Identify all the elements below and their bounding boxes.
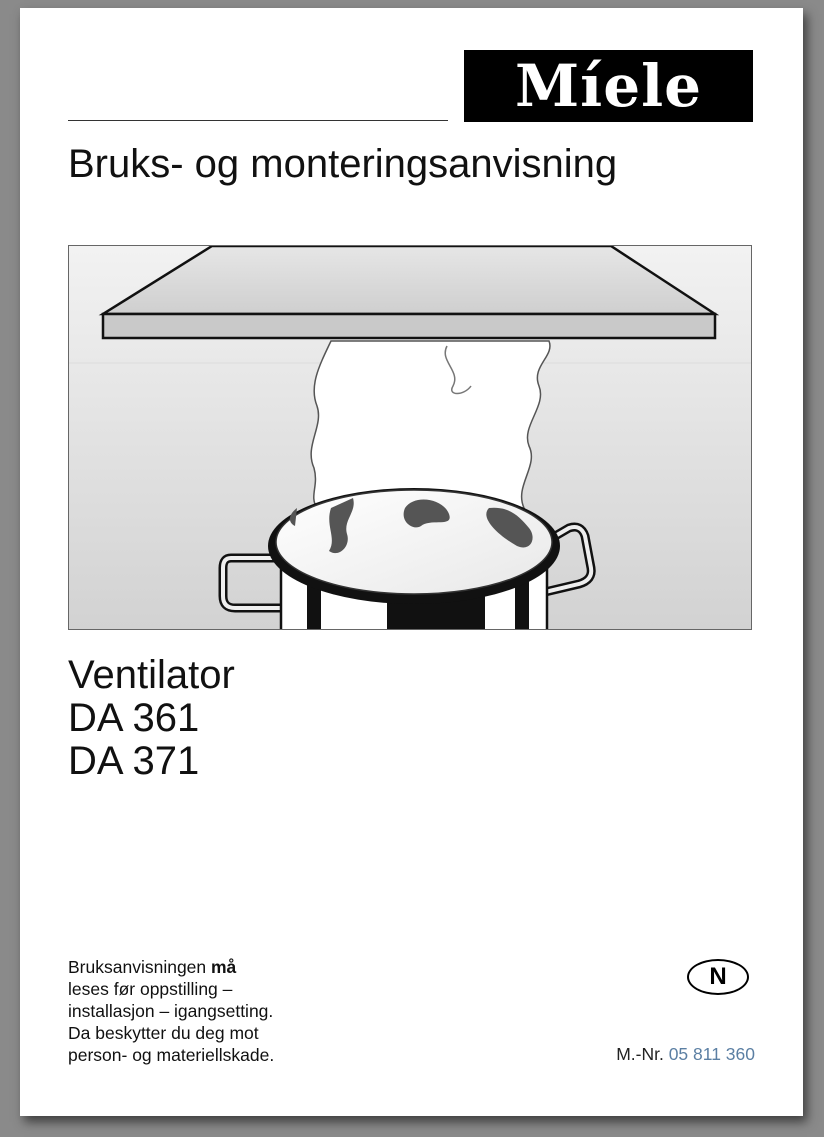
notice-line: installasjon – igangsetting. (68, 1001, 274, 1021)
cooker-hood-pot-icon (69, 246, 752, 630)
header-rule (68, 120, 448, 121)
language-badge: N (687, 959, 749, 995)
material-number-label: M.-Nr. (616, 1044, 664, 1064)
material-number-value: 05 811 360 (668, 1044, 755, 1064)
manual-cover-page (20, 8, 803, 1116)
miele-logo: Míele (464, 50, 753, 122)
document-title: Bruks- og monteringsanvisning (68, 142, 618, 186)
notice-line (68, 956, 274, 978)
notice-line: Da beskytter du deg mot (68, 1023, 259, 1043)
notice-text: Bruksanvisningen (68, 957, 211, 977)
safety-notice (68, 956, 274, 1066)
model-number: DA 371 (68, 739, 200, 783)
hood-illustration (68, 245, 752, 630)
notice-line: leses før oppstilling – (68, 979, 233, 999)
notice-emphasis: må (211, 957, 237, 977)
notice-line: person- og materiellskade. (68, 1045, 275, 1065)
product-block (68, 654, 235, 783)
material-number (616, 1044, 755, 1065)
model-number: DA 361 (68, 696, 200, 740)
product-name: Ventilator (68, 653, 235, 697)
